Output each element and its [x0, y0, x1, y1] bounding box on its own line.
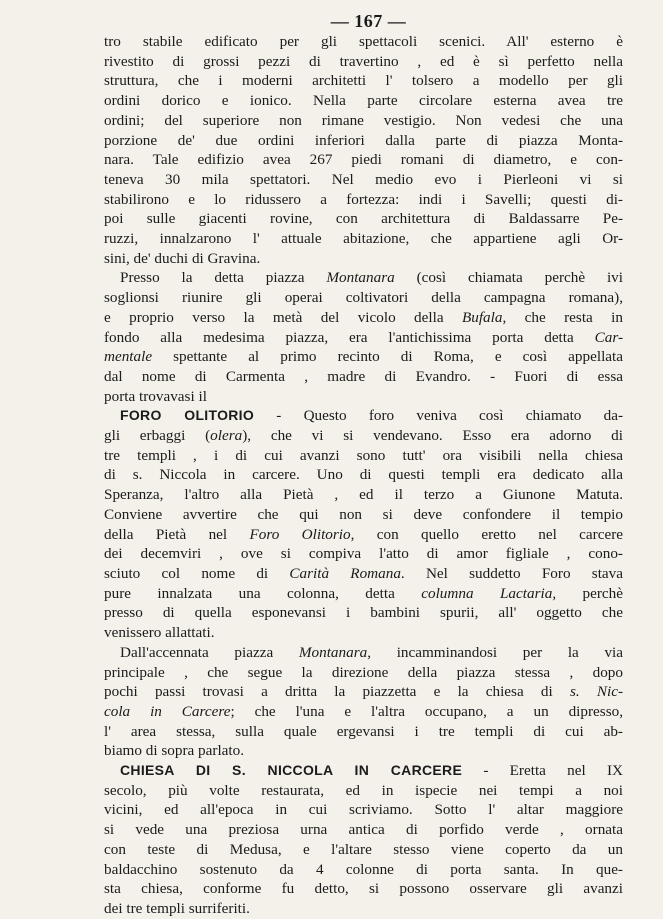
text-line: poi sulle giacenti rovine, con architettura di Baldassarre Pe-	[104, 210, 623, 228]
text-line: vicini, ed all'epoca in cui scriviamo. Sotto l' altar maggiore	[104, 801, 623, 819]
text-line: l' area stessa, sulla quale ergevansi i tre templi di cui ab-	[104, 722, 623, 740]
text-line: dal nome di Carmenta , madre di Evandro. - Fuori di essa	[104, 367, 623, 385]
text-line: stabilirono e lo ridussero a fortezza: indi i Savelli; questi di-	[104, 190, 623, 208]
text-line: cola in Carcere; che l'una e l'altra occupano, a un dipresso,	[104, 702, 623, 720]
text-line: tro stabile edificato per gli spettacoli scenici. All' esterno è	[104, 33, 623, 50]
text-line: sta chiesa, conforme fu detto, si possono osservare gli avanzi	[104, 880, 623, 898]
text-line: con teste di Medusa, e l'altare stesso viene coperto da un	[104, 840, 623, 858]
text-line: ordini; del superiore non rimane vestigio. Non vedesi che una	[104, 111, 623, 129]
text-line: rivestito di grossi pezzi di travertino , ed è sì perfetto nella	[104, 52, 623, 70]
text-line: si vede una preziosa urna antica di porfido verde , ornata	[104, 821, 623, 839]
text-line: porta trovavasi il	[104, 387, 207, 405]
italic-olera: olera	[210, 427, 243, 445]
text-line: pochi passi trovasi a dritta la piazzetta e la chiesa di s. Nic-	[104, 683, 623, 701]
text-line: principale , che segue la direzione della piazza stessa , dopo	[104, 663, 623, 681]
text-line: dei tre templi surriferiti.	[104, 899, 250, 917]
section-heading-line: FORO OLITORIO - Questo foro veniva così chiamato da-	[120, 407, 623, 425]
text-line: ruzzi, innalzarono l' attuale abitazione, che appartiene agli Or-	[104, 230, 623, 248]
page-number: — 167 —	[330, 11, 407, 31]
text-line: Presso la detta piazza Montanara (così chiamata perchè ivi	[120, 269, 623, 287]
text-line: di s. Niccola in carcere. Uno di questi templi era dedicato alla	[104, 466, 623, 484]
text-line: secolo, più volte restaurata, ed in ispecie nei tempi a noi	[104, 781, 623, 799]
page-text	[104, 32, 623, 919]
italic-carmentale: mentale	[104, 348, 153, 366]
text-line: biamo di sopra parlato.	[104, 742, 245, 760]
italic-s-niccola: cola in Carcere	[104, 702, 231, 720]
text-line: della Pietà nel Foro Olitorio, con quello eretto nel carcere	[104, 525, 623, 543]
text-line: sciuto col nome di Carità Romana. Nel suddetto Foro stava	[104, 564, 623, 582]
text-line: teneva 30 mila spettatori. Nel medio evo i Pierleoni vi si	[104, 170, 623, 188]
text-line: Dall'accennata piazza Montanara, incamminandosi per la via	[120, 643, 623, 661]
italic-bufala: Bufala	[461, 308, 503, 326]
italic-columna-lactaria: columna Lactaria	[421, 584, 553, 602]
heading-foro-olitorio: FORO OLITORIO	[120, 407, 255, 424]
text-line: venissero allattati.	[104, 624, 215, 642]
text-line: Conviene avvertire che qui non si deve confondere il tempio	[104, 505, 623, 523]
italic-montanara: Montanara	[298, 643, 368, 661]
text-line: mentale spettante al primo recinto di Roma, e così appellata	[104, 348, 623, 366]
italic-carita-romana: Carità Romana	[289, 564, 401, 582]
text-line: gli erbaggi (olera), che vi si vendevano. Esso era adorno di	[104, 427, 623, 445]
text-line: ordini dorico e ionico. Nella parte circolare esterna avea tre	[104, 92, 623, 110]
text-line: baldacchino sostenuto da 4 colonne di porta santa. In que-	[104, 860, 623, 878]
text-line: sini, de' duchi di Gravina.	[104, 249, 261, 267]
text-line: fondo alla medesima piazza, era l'antichissima porta detta Car-	[104, 328, 623, 346]
text-line: nara. Tale edifizio avea 267 piedi romani di diametro, e con-	[104, 151, 623, 169]
text-line: presso di quella esponevansi i bambini spurii, all' oggetto che	[104, 604, 623, 622]
heading-chiesa-s-niccola: CHIESA DI S. NICCOLA IN CARCERE	[120, 762, 463, 779]
text-line: pure innalzata una colonna, detta columna Lactaria, perchè	[104, 584, 623, 602]
text-line: Speranza, l'altro alla Pietà , ed il terzo a Giunone Matuta.	[104, 486, 623, 504]
italic-foro-olitorio: Foro Olitorio	[249, 525, 351, 543]
text-line: dei decemviri , ove si compiva l'atto di amor figliale , cono-	[104, 545, 623, 563]
italic-carmentale: Car-	[594, 328, 623, 346]
italic-montanara: Montanara	[326, 269, 395, 287]
italic-s-niccola: s. Nic-	[569, 683, 623, 701]
section-heading-line: CHIESA DI S. NICCOLA IN CARCERE - Eretta nel IX	[120, 762, 623, 780]
text-line: e proprio verso la metà del vicolo della Bufala, che resta in	[104, 308, 623, 326]
text-line: porzione de' due ordini inferiori dalla parte di piazza Monta-	[104, 131, 623, 149]
text-line: soglionsi riunire gli operai coltivatori della campagna romana),	[104, 289, 623, 307]
text-line: struttura, che i moderni architetti l' tolsero a modello per gli	[104, 72, 623, 90]
text-line: tre templi , i di cui avanzi sono tutt' ora visibili nella chiesa	[104, 446, 623, 464]
